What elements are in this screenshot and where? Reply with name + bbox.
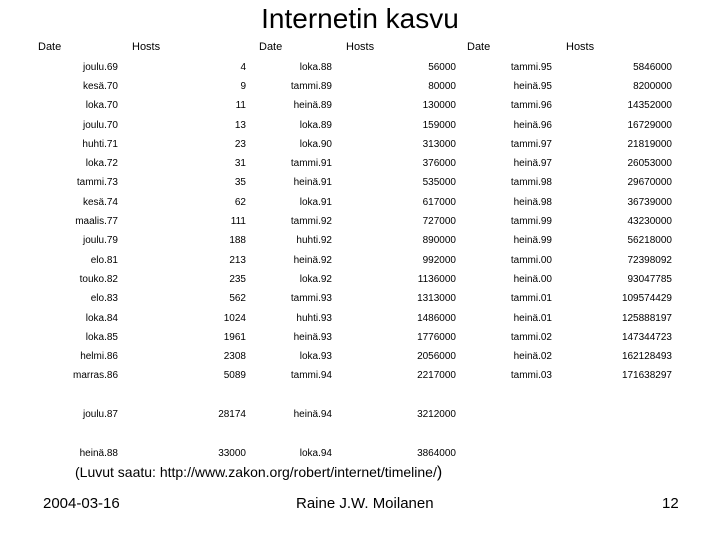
date-cell: loka.90: [299, 138, 332, 150]
date-cell: heinä.97: [513, 158, 552, 170]
date-cell: heinä.88: [79, 447, 118, 459]
footer-author: Raine J.W. Moilanen: [296, 495, 434, 512]
table-row: [460, 212, 672, 231]
table-row: [246, 58, 456, 77]
date-cell: tammi.93: [290, 293, 332, 305]
hosts-cell: [332, 386, 456, 405]
date-header-2: Date: [259, 41, 283, 53]
date-cell: elo.83: [90, 293, 118, 305]
table-row: [20, 135, 246, 154]
date-cell: joulu.79: [82, 235, 118, 247]
hosts-cell: 5846000: [633, 61, 672, 73]
date-cell: tammi.91: [290, 158, 332, 170]
hosts-cell: 26053000: [627, 158, 672, 170]
table-row: [20, 425, 246, 444]
date-cell: joulu.69: [82, 61, 118, 73]
table-row: [246, 135, 456, 154]
hosts-cell: 72398092: [627, 254, 672, 266]
hosts-cell: 2056000: [417, 351, 456, 363]
date-cell: heinä.94: [293, 408, 332, 420]
table-row: [20, 154, 246, 173]
table-row: [460, 58, 672, 77]
hosts-cell: 313000: [422, 138, 456, 150]
date-cell: tammi.94: [290, 370, 332, 382]
table-row: [20, 405, 246, 424]
date-cell: tammi.02: [510, 331, 552, 343]
hosts-cell: [118, 386, 246, 405]
table-row: [20, 116, 246, 135]
date-cell: loka.70: [85, 100, 118, 112]
table-row: [460, 367, 672, 386]
hosts-cell: 4: [240, 61, 246, 73]
table-row: [460, 77, 672, 96]
hosts-cell: 162128493: [621, 351, 672, 363]
table-row: [460, 135, 672, 154]
date-cell: tammi.98: [510, 177, 552, 189]
date-cell: heinä.99: [513, 235, 552, 247]
hosts-cell: 9: [240, 80, 246, 92]
table-row: [246, 193, 456, 212]
hosts-cell: 1136000: [417, 273, 456, 285]
table-row: [20, 347, 246, 366]
table-row: [460, 174, 672, 193]
hosts-cell: 1776000: [417, 331, 456, 343]
date-cell: heinä.91: [293, 177, 332, 189]
hosts-cell: 5089: [223, 370, 246, 382]
date-cell: tammi.73: [76, 177, 118, 189]
hosts-cell: 617000: [422, 196, 456, 208]
table-row: [246, 116, 456, 135]
hosts-cell: 11: [235, 100, 246, 112]
table-row: [246, 270, 456, 289]
table-row: [460, 251, 672, 270]
hosts-cell: 80000: [428, 80, 456, 92]
table-row: [246, 251, 456, 270]
hosts-cell: 376000: [422, 158, 456, 170]
date-cell: heinä.92: [293, 254, 332, 266]
hosts-cell: 1486000: [417, 312, 456, 324]
date-cell: touko.82: [79, 273, 118, 285]
hosts-cell: 1961: [223, 331, 246, 343]
hosts-cell: 3864000: [417, 447, 456, 459]
date-cell: tammi.95: [510, 61, 552, 73]
table-row: [460, 116, 672, 135]
date-cell: tammi.92: [290, 216, 332, 228]
table-row: [246, 386, 456, 405]
date-cell: tammi.00: [510, 254, 552, 266]
date-cell: loka.93: [299, 351, 332, 363]
date-cell: huhti.93: [296, 312, 332, 324]
table-row: [20, 367, 246, 386]
date-cell: heinä.95: [513, 80, 552, 92]
source-close-paren: ): [436, 464, 443, 481]
table-row: [460, 290, 672, 309]
date-cell: [20, 425, 118, 444]
date-cell: joulu.70: [82, 119, 118, 131]
hosts-cell: 109574429: [621, 293, 672, 305]
hosts-cell: 31: [234, 158, 246, 170]
hosts-cell: 13: [234, 119, 246, 131]
hosts-cell: 43230000: [627, 216, 672, 228]
hosts-cell: 33000: [218, 447, 246, 459]
date-cell: loka.91: [299, 196, 332, 208]
table-row: [460, 154, 672, 173]
table-row: [246, 347, 456, 366]
hosts-cell: 23: [234, 138, 246, 150]
date-cell: kesä.74: [82, 196, 118, 208]
source-text: (Luvut saatu: http://www.zakon.org/robert/internet/timeline/: [75, 464, 437, 480]
table-row: [20, 193, 246, 212]
date-cell: maalis.77: [75, 216, 118, 228]
date-cell: marras.86: [72, 370, 118, 382]
date-cell: [246, 425, 332, 444]
date-header-3: Date: [467, 41, 491, 53]
date-cell: huhti.71: [82, 138, 118, 150]
table-row: [20, 232, 246, 251]
hosts-cell: 35: [234, 177, 246, 189]
hosts-cell: 1313000: [417, 293, 456, 305]
table-row: [460, 232, 672, 251]
table-row: [20, 290, 246, 309]
date-cell: joulu.87: [82, 408, 118, 420]
table-row: [20, 77, 246, 96]
date-cell: tammi.96: [510, 100, 552, 112]
table-row: [20, 328, 246, 347]
table-row: [246, 309, 456, 328]
hosts-cell: 159000: [422, 119, 456, 131]
table-row: [20, 212, 246, 231]
hosts-cell: 890000: [422, 235, 456, 247]
hosts-cell: 992000: [422, 254, 456, 266]
date-cell: heinä.00: [513, 273, 552, 285]
hosts-cell: 535000: [422, 177, 456, 189]
hosts-table-1: [20, 58, 246, 463]
table-row: [20, 58, 246, 77]
hosts-cell: 130000: [422, 100, 456, 112]
hosts-table-2: [246, 58, 456, 463]
table-row: [460, 309, 672, 328]
date-cell: loka.88: [299, 61, 332, 73]
table-row: [20, 444, 246, 463]
date-cell: loka.72: [85, 158, 118, 170]
date-cell: heinä.93: [293, 331, 332, 343]
hosts-cell: 28174: [218, 408, 246, 420]
table-row: [246, 212, 456, 231]
hosts-cell: 56218000: [627, 235, 672, 247]
table-row: [20, 251, 246, 270]
hosts-cell: 147344723: [621, 331, 672, 343]
table-row: [246, 232, 456, 251]
table-row: [246, 174, 456, 193]
page-number: 12: [662, 495, 679, 512]
hosts-cell: 188: [229, 235, 246, 247]
hosts-cell: 62: [234, 196, 246, 208]
hosts-cell: 562: [229, 293, 246, 305]
date-cell: tammi.03: [510, 370, 552, 382]
table-row: [460, 347, 672, 366]
date-cell: helmi.86: [80, 351, 118, 363]
date-cell: [246, 386, 332, 405]
date-cell: loka.85: [85, 331, 118, 343]
table-row: [246, 154, 456, 173]
table-row: [20, 309, 246, 328]
table-row: [246, 444, 456, 463]
hosts-cell: 8200000: [633, 80, 672, 92]
date-cell: loka.94: [299, 447, 332, 459]
hosts-cell: 56000: [428, 61, 456, 73]
hosts-header-2: Hosts: [346, 41, 375, 53]
hosts-cell: 21819000: [627, 138, 672, 150]
table-row: [246, 328, 456, 347]
date-cell: heinä.89: [293, 100, 332, 112]
hosts-cell: 171638297: [621, 370, 672, 382]
hosts-cell: 213: [229, 254, 246, 266]
date-header-1: Date: [38, 41, 62, 53]
slide-title: Internetin kasvu: [261, 3, 459, 34]
date-cell: kesä.70: [82, 80, 118, 92]
date-cell: tammi.97: [510, 138, 552, 150]
table-row: [246, 425, 456, 444]
date-cell: [20, 386, 118, 405]
table-row: [460, 193, 672, 212]
date-cell: loka.84: [85, 312, 118, 324]
date-cell: heinä.02: [513, 351, 552, 363]
hosts-header-3: Hosts: [566, 41, 595, 53]
hosts-cell: 111: [230, 216, 246, 228]
hosts-cell: 1024: [223, 312, 246, 324]
table-row: [246, 290, 456, 309]
hosts-cell: 3212000: [417, 408, 456, 420]
hosts-cell: 727000: [422, 216, 456, 228]
date-cell: elo.81: [90, 254, 118, 266]
table-row: [460, 97, 672, 116]
source-note: [75, 463, 442, 482]
hosts-cell: 36739000: [627, 196, 672, 208]
date-cell: tammi.89: [290, 80, 332, 92]
hosts-cell: 235: [229, 273, 246, 285]
hosts-header-1: Hosts: [132, 41, 161, 53]
table-row: [460, 270, 672, 289]
date-cell: loka.92: [299, 273, 332, 285]
date-cell: tammi.99: [510, 216, 552, 228]
date-cell: heinä.98: [513, 196, 552, 208]
hosts-cell: [332, 425, 456, 444]
hosts-cell: 2308: [223, 351, 246, 363]
table-row: [20, 386, 246, 405]
table-row: [246, 77, 456, 96]
hosts-cell: 2217000: [417, 370, 456, 382]
hosts-cell: 29670000: [627, 177, 672, 189]
table-row: [20, 174, 246, 193]
hosts-cell: 125888197: [621, 312, 672, 324]
table-row: [246, 405, 456, 424]
table-row: [460, 328, 672, 347]
date-cell: loka.89: [299, 119, 332, 131]
date-cell: heinä.96: [513, 119, 552, 131]
footer-date: 2004-03-16: [43, 495, 120, 512]
hosts-cell: 93047785: [627, 273, 672, 285]
table-row: [20, 97, 246, 116]
table-row: [246, 367, 456, 386]
date-cell: huhti.92: [296, 235, 332, 247]
hosts-cell: 16729000: [627, 119, 672, 131]
date-cell: tammi.01: [510, 293, 552, 305]
date-cell: heinä.01: [513, 312, 552, 324]
table-row: [246, 97, 456, 116]
hosts-table-3: [460, 58, 672, 386]
table-row: [20, 270, 246, 289]
hosts-cell: 14352000: [627, 100, 672, 112]
hosts-cell: [118, 425, 246, 444]
